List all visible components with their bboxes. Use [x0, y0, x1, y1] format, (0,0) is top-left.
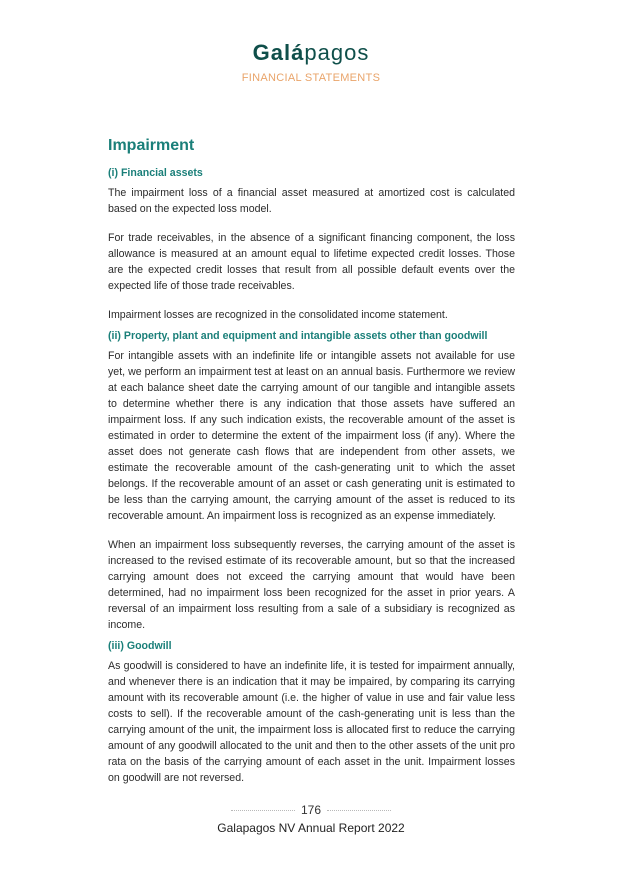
company-logo — [0, 40, 622, 66]
divider-left — [231, 810, 295, 811]
subsection-heading-ppe-intangibles: (ii) Property, plant and equipment and intangible assets other than goodwill — [108, 330, 488, 342]
page-footer — [0, 803, 622, 835]
paragraph: For trade receivables, in the absence of a significant financing component, the loss allowance is measured at an amount equal to lifetime expected credit losses. Those are the expected credit losses that result from all possible default events over the expected life of those trade receivables. — [108, 232, 515, 292]
subsection-heading-goodwill: (iii) Goodwill — [108, 640, 172, 652]
paragraph: Impairment losses are recognized in the consolidated income statement. — [108, 309, 448, 321]
page-header — [0, 40, 622, 84]
subsection-heading-financial-assets: (i) Financial assets — [108, 167, 203, 179]
paragraph: The impairment loss of a financial asset measured at amortized cost is calculated based on the expected loss model. — [108, 187, 515, 215]
section-title: Impairment — [108, 137, 195, 154]
report-title: Galapagos NV Annual Report 2022 — [217, 821, 405, 835]
page-number-line — [0, 803, 622, 817]
page-number: 176 — [300, 803, 322, 817]
paragraph: As goodwill is considered to have an indefinite life, it is tested for impairment annually, and whenever there is an indication that it may be impaired, by comparing its carrying amount with its recoverable amount (i.e. the higher of value in use and fair value less costs to sell). If the recoverable amount of the cash-generating unit is less than the carrying amount of the unit, the impairment loss is allocated first to reduce the carrying amount of any goodwill allocated to the unit and then to the other assets of the unit pro rata on the basis of the carrying amount of each asset in the unit. Impairment losses on goodwill are not reversed. — [108, 660, 515, 784]
paragraph: For intangible assets with an indefinite life or intangible assets not available for use yet, we perform an impairment test at least on an annual basis. Furthermore we review at each balance sheet date the carrying amount of our tangible and intangible assets to determine whether there is any indication that those assets have suffered an impairment loss. If any such indication exists, the recoverable amount of the asset is estimated in order to determine the extent of the impairment loss (if any). Where the asset does not generate cash flows that are independent from other assets, we estimate the recoverable amount of the cash-generating unit to which the asset belongs. If the recoverable amount of an asset or cash generating unit is estimated to be less than the carrying amount, the carrying amount of the asset is reduced to its recoverable amount. An impairment loss is recognized as an expense immediately. — [108, 350, 515, 522]
main-content — [108, 136, 515, 799]
logo-bold-text: Galá — [252, 40, 305, 65]
document-section-label: FINANCIAL STATEMENTS — [241, 72, 381, 84]
divider-right — [327, 810, 391, 811]
logo-light-text: pagos — [304, 40, 370, 65]
paragraph: When an impairment loss subsequently reverses, the carrying amount of the asset is increased to the revised estimate of its recoverable amount, but so that the increased carrying amount does not exceed the carrying amount that would have been determined, had no impairment loss been recognized for the asset in prior years. A reversal of an impairment loss resulting from a sale of a subsidiary is recognized as income. — [108, 539, 515, 631]
